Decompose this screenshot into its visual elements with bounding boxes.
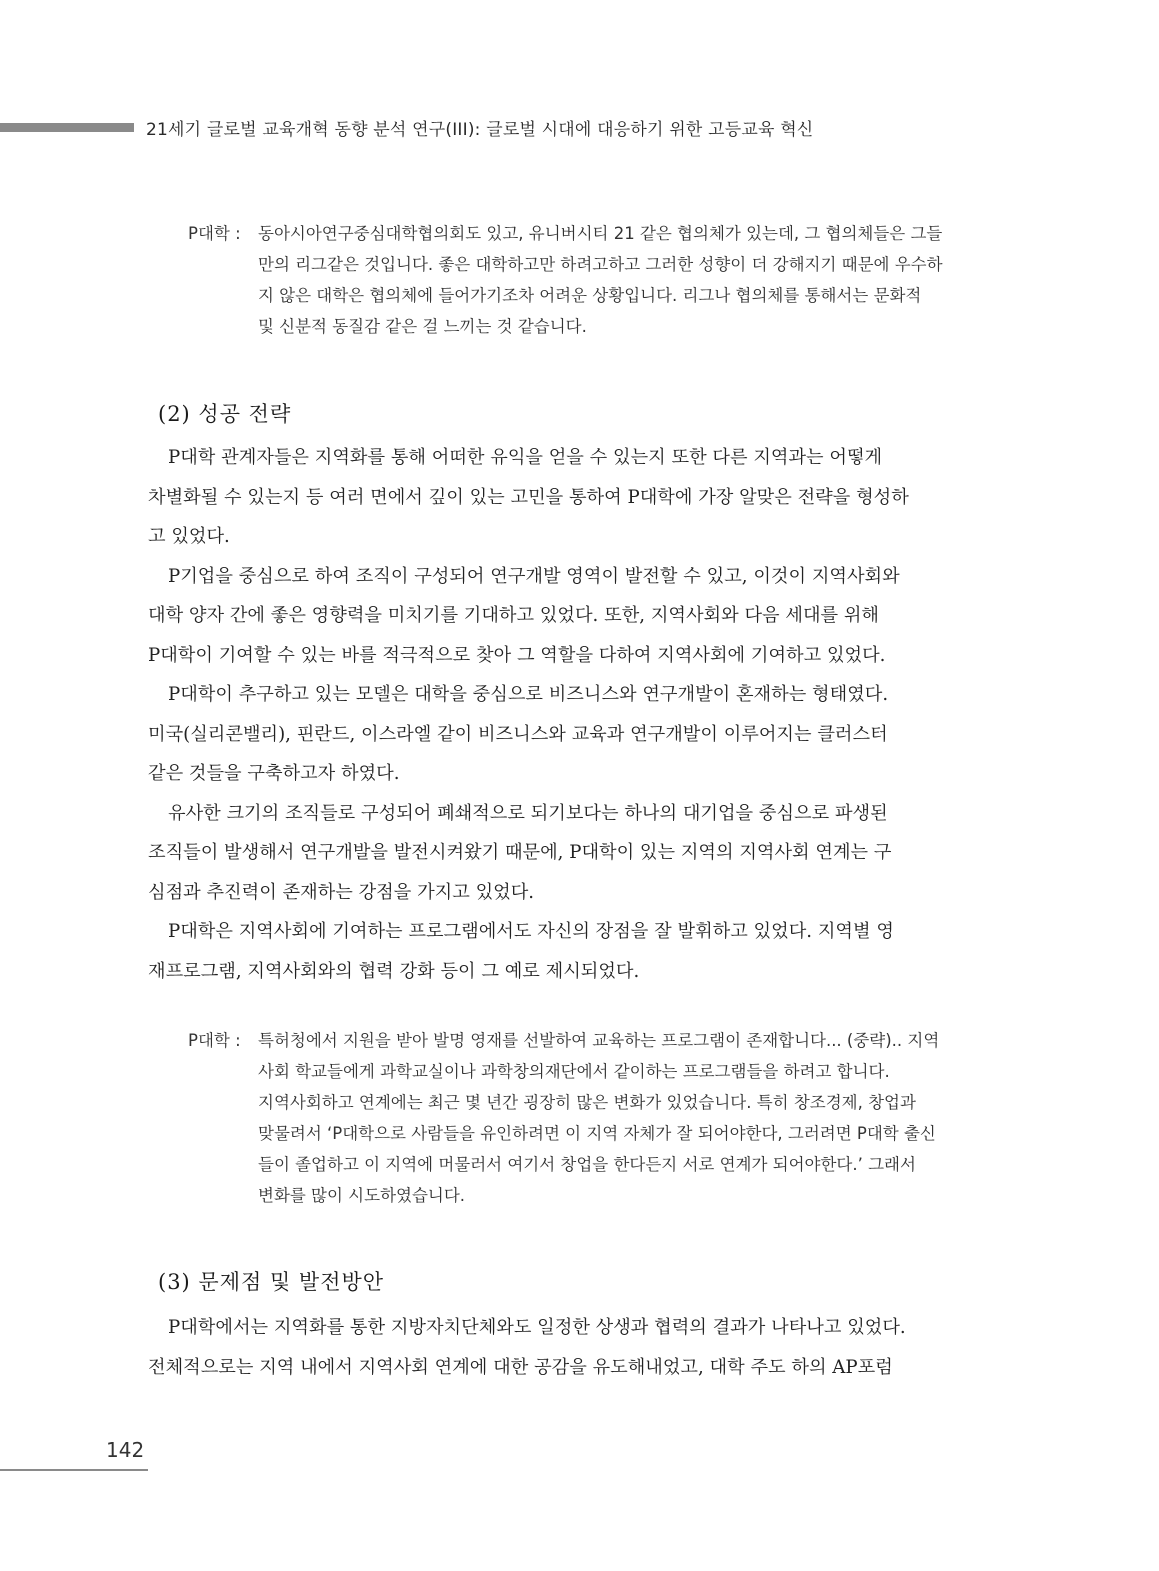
paragraph-line: 조직들이 발생해서 연구개발을 발전시켜왔기 때문에, P대학이 있는 지역의 지역사회 연계는 구 bbox=[148, 842, 892, 863]
paragraph-line: 유사한 크기의 조직들로 구성되어 폐쇄적으로 되기보다는 하나의 대기업을 중심으로 파생된 bbox=[168, 802, 888, 824]
quote-speaker: P대학 : bbox=[188, 1031, 241, 1050]
paragraph-line: 차별화될 수 있는지 등 여러 면에서 깊이 있는 고민을 통하여 P대학에 가장 알맞은 전략을 형성하 bbox=[148, 486, 909, 508]
section-body-problems bbox=[148, 1308, 1018, 1387]
quote-text: 특허청에서 지원을 받아 발명 영재를 선발하여 교육하는 프로그램이 존재합니다... (중략).. 지역 bbox=[258, 1031, 940, 1050]
interview-quote-2 bbox=[188, 1025, 1008, 1211]
quote-line: 사회 학교들에게 과학교실이나 과학창의재단에서 같이하는 프로그램들을 하려고 합니다. bbox=[258, 1062, 890, 1081]
page-number: 142 bbox=[106, 1438, 145, 1462]
paragraph-line: 대학 양자 간에 좋은 영향력을 미치기를 기대하고 있었다. 또한, 지역사회와 다음 세대를 위해 bbox=[148, 605, 879, 626]
quote-line: 지 않은 대학은 협의체에 들어가기조차 어려운 상황입니다. 리그나 협의체를 통해서는 문화적 bbox=[258, 286, 922, 305]
paragraph-line: 고 있었다. bbox=[148, 526, 230, 547]
paragraph-line: P기업을 중심으로 하여 조직이 구성되어 연구개발 영역이 발전할 수 있고, 이것이 지역사회와 bbox=[168, 565, 900, 587]
section-heading-problems: (3) 문제점 및 발전방안 bbox=[158, 1270, 385, 1294]
paragraph-line: 미국(실리콘밸리), 핀란드, 이스라엘 같이 비즈니스와 교육과 연구개발이 이루어지는 클러스터 bbox=[148, 723, 888, 745]
section-body-success-strategy bbox=[148, 438, 1018, 991]
quote-line: 맞물려서 ‘P대학으로 사람들을 유인하려면 이 지역 자체가 잘 되어야한다, 그러려면 P대학 출신 bbox=[258, 1124, 936, 1143]
footer-rule bbox=[0, 1469, 148, 1471]
paragraph-line: 전체적으로는 지역 내에서 지역사회 연계에 대한 공감을 유도해내었고, 대학 주도 하의 AP포럼 bbox=[148, 1356, 893, 1378]
quote-line bbox=[188, 218, 1008, 249]
paragraph-line: 심점과 추진력이 존재하는 강점을 가지고 있었다. bbox=[148, 881, 535, 903]
quote-text: 동아시아연구중심대학협의회도 있고, 유니버시티 21 같은 협의체가 있는데, 그 협의체들은 그들 bbox=[258, 224, 943, 243]
quote-line: 만의 리그같은 것입니다. 좋은 대학하고만 하려고하고 그러한 성향이 더 강해지기 때문에 우수하 bbox=[258, 255, 943, 274]
paragraph-line: P대학은 지역사회에 기여하는 프로그램에서도 자신의 장점을 잘 발휘하고 있었다. 지역별 영 bbox=[168, 921, 894, 942]
interview-quote-1 bbox=[188, 218, 1008, 342]
paragraph-line: P대학에서는 지역화를 통한 지방자치단체와도 일정한 상생과 협력의 결과가 나타나고 있었다. bbox=[168, 1317, 906, 1338]
paragraph-line: 같은 것들을 구축하고자 하였다. bbox=[148, 763, 400, 784]
paragraph-line: P대학이 추구하고 있는 모델은 대학을 중심으로 비즈니스와 연구개발이 혼재하는 형태였다. bbox=[168, 684, 889, 705]
quote-line bbox=[188, 1025, 1008, 1056]
running-header-title: 21세기 글로벌 교육개혁 동향 분석 연구(III): 글로벌 시대에 대응하기 위한 고등교육 혁신 bbox=[146, 120, 814, 140]
section-heading-success-strategy: (2) 성공 전략 bbox=[158, 402, 292, 426]
quote-speaker: P대학 : bbox=[188, 224, 241, 243]
paragraph-line: P대학이 기여할 수 있는 바를 적극적으로 찾아 그 역할을 다하여 지역사회에 기여하고 있었다. bbox=[148, 644, 886, 666]
paragraph-line: P대학 관계자들은 지역화를 통해 어떠한 유익을 얻을 수 있는지 또한 다른 지역과는 어떻게 bbox=[168, 447, 883, 468]
header-bar bbox=[0, 123, 134, 132]
quote-line: 및 신분적 동질감 같은 걸 느끼는 것 같습니다. bbox=[258, 317, 587, 336]
quote-line: 들이 졸업하고 이 지역에 머물러서 여기서 창업을 한다든지 서로 연계가 되어야한다.’ 그래서 bbox=[258, 1155, 916, 1174]
paragraph-line: 재프로그램, 지역사회와의 협력 강화 등이 그 예로 제시되었다. bbox=[148, 960, 640, 982]
quote-line: 변화를 많이 시도하였습니다. bbox=[258, 1186, 466, 1205]
quote-line: 지역사회하고 연계에는 최근 몇 년간 굉장히 많은 변화가 있었습니다. 특히 창조경제, 창업과 bbox=[258, 1093, 916, 1112]
